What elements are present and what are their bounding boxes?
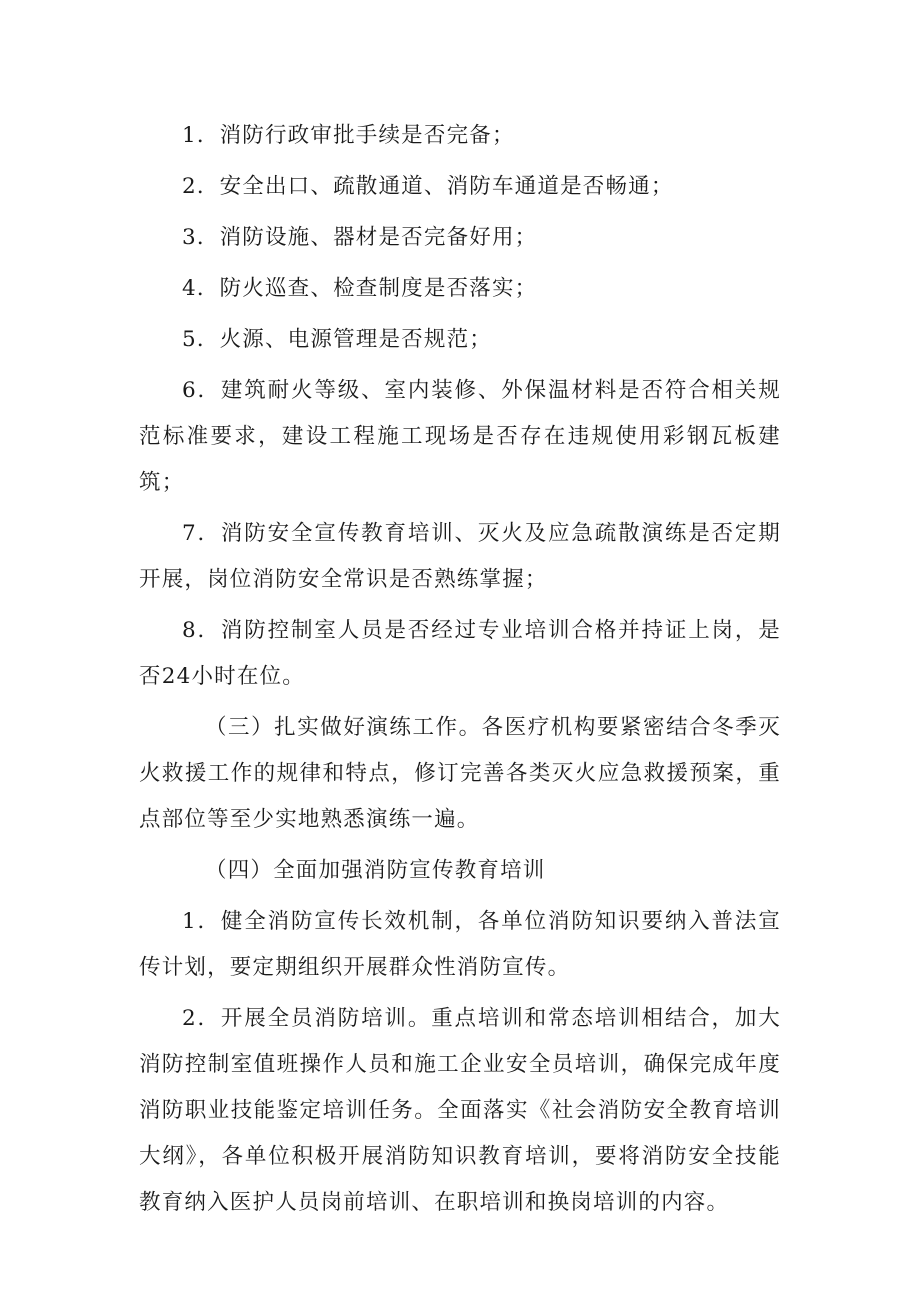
document-body [139,113,781,1231]
checklist-item-6: 6．建筑耐火等级、室内装修、外保温材料是否符合相关规范标准要求，建设工程施工现场是否存在违规使用彩钢瓦板建筑； [139,378,781,495]
checklist-item-7: 7．消防安全宣传教育培训、灭火及应急疏散演练是否定期开展，岗位消防安全常识是否熟练掌握； [139,521,781,592]
section-4-heading: （四）全面加强消防宣传教育培训 [205,858,546,883]
checklist-item-2: 2．安全出口、疏散通道、消防车通道是否畅通； [182,174,674,199]
checklist-item-4: 4．防火巡查、检查制度是否落实； [182,276,538,301]
checklist-item-1: 1．消防行政审批手续是否完备； [182,123,515,148]
section-3-paragraph: （三）扎实做好演练工作。各医疗机构要紧密结合冬季灭火救援工作的规律和特点，修订完善各类灭火应急救援预案，重点部位等至少实地熟悉演练一遍。 [139,715,781,832]
checklist-item-3: 3．消防设施、器材是否完备好用； [182,225,538,250]
section-4-item-2: 2．开展全员消防培训。重点培训和常态培训相结合，加大消防控制室值班操作人员和施工企业安全员培训，确保完成年度消防职业技能鉴定培训任务。全面落实《社会消防安全教育培训大纲》，各单位积极开展消防知识教育培训，要将消防安全技能教育纳入医护人员岗前培训、在职培训和换岗培训的内容。 [139,1006,781,1215]
checklist-item-8: 8．消防控制室人员是否经过专业培训合格并持证上岗，是否24小时在位。 [139,618,781,689]
section-4-item-1: 1．健全消防宣传长效机制，各单位消防知识要纳入普法宣传计划，要定期组织开展群众性消防宣传。 [139,909,781,980]
checklist-item-5: 5．火源、电源管理是否规范； [182,327,492,352]
